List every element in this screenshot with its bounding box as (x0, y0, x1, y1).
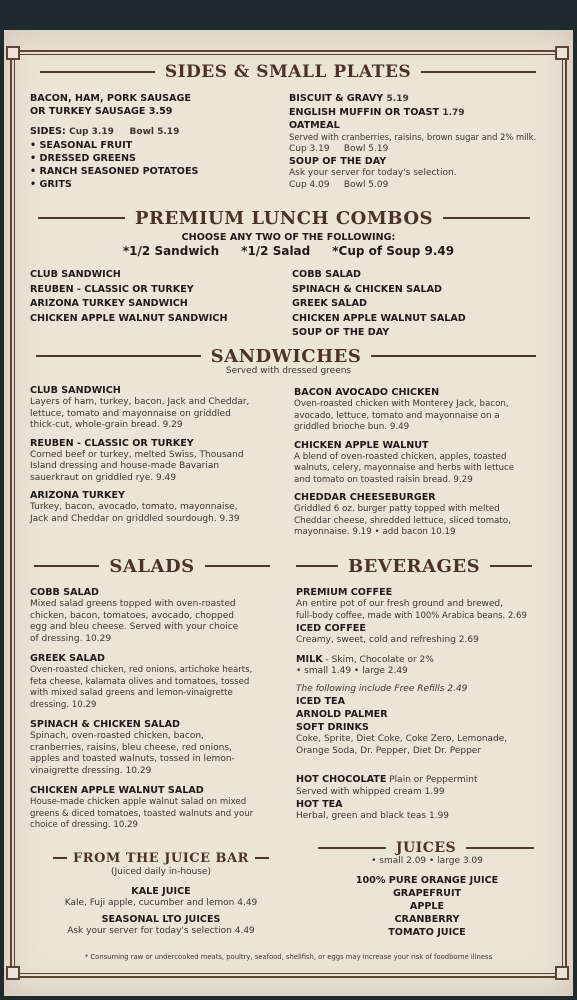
salad-desc: greens & diced tomatoes, toasted walnuts and your (30, 808, 254, 819)
juice-item: 100% PURE ORANGE JUICE (355, 874, 499, 886)
combo-right-item: GREEK SALAD (292, 298, 367, 309)
juices-header (318, 838, 534, 858)
soft-drinks-desc: Orange Soda, Dr. Pepper, Diet Dr. Pepper (296, 745, 482, 756)
combo-right-item: COBB SALAD (292, 269, 361, 280)
combo-right-item: SOUP OF THE DAY (292, 327, 390, 338)
salad-name: CHICKEN APPLE WALNUT SALAD (30, 785, 204, 796)
oatmeal-prices: Cup 3.19 Bowl 5.19 (289, 143, 389, 154)
sides-label: SIDES: (30, 126, 66, 137)
combo-option: *1/2 Sandwich (122, 244, 220, 258)
salad-desc: cranberries, raisins, bleu cheese, red onions, (30, 742, 232, 753)
hot-chocolate-name: HOT CHOCOLATE (296, 774, 387, 785)
bacon-line-1: BACON, HAM, PORK SAUSAGE (30, 93, 191, 104)
footer-disclaimer: * Consuming raw or undercooked meats, poultry, seafood, shellfish, or eggs may increase your risk of foodborne illness (84, 953, 493, 961)
sandwich-desc: Jack and Cheddar on griddled sourdough. 9.39 (30, 513, 240, 524)
soft-drinks-name: SOFT DRINKS (296, 722, 369, 733)
sides-title: SIDES & SMALL PLATES (164, 62, 412, 82)
salad-item (30, 586, 290, 645)
sandwich-name: BACON AVOCADO CHICKEN (294, 387, 440, 398)
hot-chocolate-desc2: Served with whipped cream 1.99 (296, 786, 445, 797)
salad-item (30, 652, 290, 711)
hot-chocolate-desc: Plain or Peppermint (386, 775, 478, 785)
seasonal-juice-desc: Ask your server for today's selection 4.49 (67, 926, 255, 936)
iced-coffee-name: ICED COFFEE (296, 623, 366, 634)
coffee-desc: An entire pot of our fresh ground and brewed, (296, 599, 503, 609)
sides-header (40, 60, 536, 84)
salad-desc: with mixed salad greens and lemon-vinaigrette (30, 688, 233, 698)
combo-right-item: CHICKEN APPLE WALNUT SALAD (292, 312, 466, 324)
salad-desc: choice of dressing. 10.29 (30, 820, 138, 830)
salad-desc: chicken, bacon, tomatoes, avocado, chopped (30, 610, 234, 621)
corner-ornament (555, 46, 569, 60)
sandwiches-header (36, 344, 536, 368)
sandwich-item (294, 439, 556, 487)
juice-item: TOMATO JUICE (388, 926, 466, 938)
juicebar-subtitle: (Juiced daily in-house) (111, 867, 211, 877)
salad-desc: apples and toasted walnuts, tossed in lemon- (30, 754, 235, 764)
salad-desc: House-made chicken apple walnut salad on mixed (30, 797, 247, 807)
side-item: • DRESSED GREENS (30, 152, 280, 165)
salad-desc: feta cheese, kalamata olives and tomatoes, tossed (30, 676, 250, 687)
hot-tea-desc: Herbal, green and black teas 1.99 (296, 811, 450, 821)
iced-coffee-desc: Creamy, sweet, cold and refreshing 2.69 (296, 635, 479, 645)
muffin-name: ENGLISH MUFFIN OR TOAST (289, 106, 440, 118)
coffee-desc: full-body coffee, made with 100% Arabica beans. 2.69 (296, 610, 527, 621)
soup-name: SOUP OF THE DAY (289, 156, 387, 167)
salad-desc: Mixed salad greens topped with oven-roasted (30, 599, 236, 609)
sandwiches-subtitle: Served with dressed greens (225, 366, 352, 376)
sandwich-name: REUBEN - CLASSIC OR TURKEY (30, 437, 194, 449)
corner-ornament (6, 46, 20, 60)
sandwich-desc: and tomato on toasted raisin bread. 9.29 (294, 474, 473, 485)
juicebar-header (36, 848, 286, 868)
sandwich-item (30, 384, 286, 432)
juice-item: GRAPEFRUIT (392, 887, 462, 899)
juicebar-title: FROM THE JUICE BAR (73, 850, 249, 866)
seasonal-juice-name: SEASONAL LTO JUICES (101, 914, 221, 925)
juice-item: CRANBERRY (394, 913, 460, 925)
salad-item (30, 718, 290, 777)
sandwich-desc: Oven-roasted chicken with Monterey Jack, bacon, (294, 399, 509, 409)
beverages-title: BEVERAGES (347, 555, 481, 577)
sandwich-desc: walnuts, celery, mayonnaise and herbs with lettuce (294, 463, 514, 473)
coffee-name: PREMIUM COFFEE (296, 587, 393, 598)
combo-option: *1/2 Salad (241, 244, 311, 258)
milk-prices: • small 1.49 • large 2.49 (296, 666, 408, 676)
sandwich-desc: Turkey, bacon, avocado, tomato, mayonnaise, (30, 502, 238, 512)
side-item: • SEASONAL FRUIT (30, 139, 280, 152)
sandwich-desc: griddled brioche bun. 9.49 (294, 422, 410, 432)
salads-header (34, 554, 270, 578)
combo-option: *Cup of Soup 9.49 (332, 244, 455, 258)
biscuit-name: BISCUIT & GRAVY (289, 93, 384, 104)
combo-left-item: ARIZONA TURKEY SANDWICH (30, 298, 188, 309)
sides-prices: Cup 3.19 Bowl 5.19 (69, 127, 180, 137)
milk-name: MILK (296, 653, 323, 665)
sandwich-item (30, 437, 286, 485)
sandwich-desc: avocado, lettuce, tomato and mayonnaise on a (294, 410, 500, 421)
salad-item (30, 784, 290, 832)
juices-title: JUICES (395, 840, 457, 856)
sandwich-name: CHICKEN APPLE WALNUT (294, 439, 429, 451)
salad-name: SPINACH & CHICKEN SALAD (30, 719, 180, 730)
sandwich-desc: thick-cut, whole-grain bread. 9.29 (30, 420, 183, 430)
sandwich-item (294, 491, 556, 539)
juices-prices: • small 2.09 • large 3.09 (371, 856, 483, 866)
sandwich-name: CLUB SANDWICH (30, 385, 121, 396)
oatmeal-name: OATMEAL (289, 120, 340, 131)
beverages-header (296, 554, 532, 578)
milk-desc: - Skim, Chocolate or 2% (322, 654, 434, 665)
soup-desc: Ask your server for today's selection. (289, 168, 457, 178)
kale-juice-name: KALE JUICE (131, 885, 191, 897)
bacon-line-2: OR TURKEY SAUSAGE 3.59 (30, 106, 173, 117)
sandwich-desc: sauerkraut on griddled rye. 9.49 (30, 472, 177, 483)
arnold-palmer-name: ARNOLD PALMER (296, 709, 388, 720)
sandwich-item (294, 386, 556, 434)
side-item: • GRITS (30, 178, 280, 191)
sandwich-desc: Island dressing and house-made Bavarian (30, 461, 220, 471)
refills-note: The following include Free Refills 2.49 (296, 683, 468, 694)
salads-title: SALADS (109, 555, 195, 577)
biscuit-price: 5.19 (386, 94, 409, 104)
salad-desc: Spinach, oven-roasted chicken, bacon, (30, 731, 204, 741)
sandwich-item (30, 489, 286, 525)
juice-item: APPLE (409, 900, 445, 912)
salad-desc: dressing. 10.29 (30, 699, 97, 710)
combos-subtitle: CHOOSE ANY TWO OF THE FOLLOWING: (181, 232, 396, 243)
sandwich-name: ARIZONA TURKEY (30, 490, 125, 501)
sandwich-desc: Corned beef or turkey, melted Swiss, Thousand (30, 449, 244, 460)
sandwich-desc: Cheddar cheese, shredded lettuce, sliced tomato, (294, 515, 511, 526)
combo-left-item: CHICKEN APPLE WALNUT SANDWICH (30, 312, 228, 324)
soft-drinks-desc: Coke, Sprite, Diet Coke, Coke Zero, Lemonade, (296, 734, 508, 744)
oatmeal-desc: Served with cranberries, raisins, brown sugar and 2% milk. (289, 132, 537, 142)
salad-desc: Oven-roasted chicken, red onions, artichoke hearts, (30, 665, 253, 675)
iced-tea-name: ICED TEA (296, 696, 345, 707)
salad-name: GREEK SALAD (30, 653, 105, 664)
salad-desc: of dressing. 10.29 (30, 633, 112, 644)
corner-ornament (6, 966, 20, 980)
sandwich-desc: Layers of ham, turkey, bacon, Jack and Cheddar, (30, 397, 250, 407)
sandwich-desc: Griddled 6 oz. burger patty topped with melted (294, 504, 500, 514)
combo-left-item: CLUB SANDWICH (30, 269, 121, 280)
soup-prices: Cup 4.09 Bowl 5.09 (289, 179, 389, 190)
combos-header (38, 206, 530, 230)
salad-desc: vinaigrette dressing. 10.29 (30, 765, 152, 776)
salad-name: COBB SALAD (30, 587, 99, 598)
corner-ornament (555, 966, 569, 980)
hot-tea-name: HOT TEA (296, 799, 343, 810)
sandwich-desc: lettuce, tomato and mayonnaise on griddled (30, 408, 231, 419)
muffin-price: 1.79 (442, 107, 465, 118)
sandwich-name: CHEDDAR CHEESEBURGER (294, 492, 436, 503)
combo-right-item: SPINACH & CHICKEN SALAD (292, 283, 442, 295)
sandwich-desc: mayonnaise. 9.19 • add bacon 10.19 (294, 527, 456, 537)
sandwiches-title: SANDWICHES (210, 345, 362, 367)
side-item: • RANCH SEASONED POTATOES (30, 165, 280, 178)
salad-desc: egg and bleu cheese. Served with your choice (30, 622, 239, 632)
combos-title: PREMIUM LUNCH COMBOS (134, 207, 434, 229)
kale-juice-desc: Kale, Fuji apple, cucumber and lemon 4.49 (64, 897, 258, 908)
sandwich-desc: A blend of oven-roasted chicken, apples, toasted (294, 451, 507, 462)
combo-left-item: REUBEN - CLASSIC OR TURKEY (30, 283, 194, 295)
